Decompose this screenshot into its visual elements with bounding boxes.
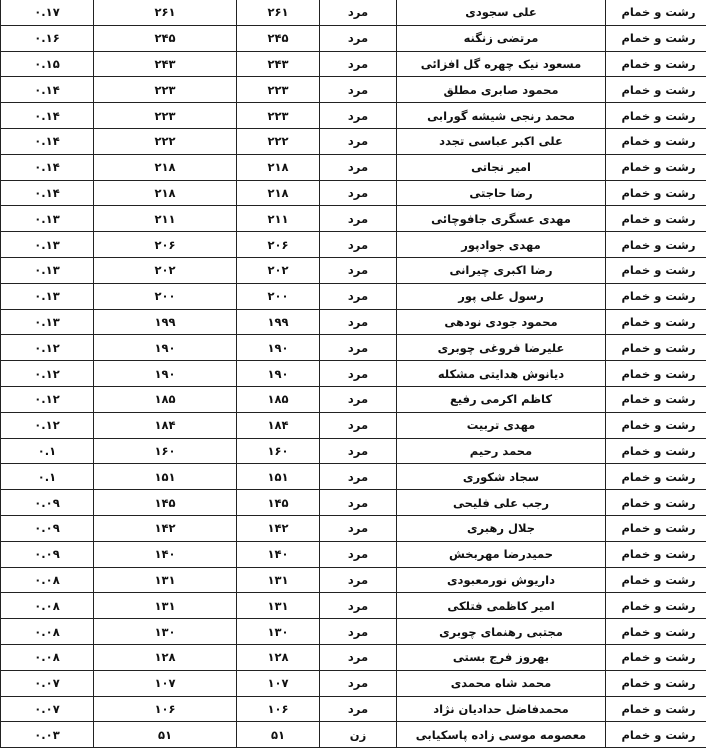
gender-cell: مرد bbox=[320, 644, 397, 670]
gender-cell: مرد bbox=[320, 567, 397, 593]
votes-cell: ۱۰۶ bbox=[237, 696, 320, 722]
district-cell: رشت و خمام bbox=[606, 335, 706, 361]
total-votes-cell: ۱۴۲ bbox=[94, 515, 237, 541]
votes-cell: ۲۶۱ bbox=[237, 0, 320, 25]
candidate-name-cell: بهروز فرج بستی bbox=[397, 644, 606, 670]
district-cell: رشت و خمام bbox=[606, 464, 706, 490]
candidate-name-cell: مجتبی رهنمای چوبری bbox=[397, 619, 606, 645]
vote-share-cell: ۰.۰۷ bbox=[1, 670, 94, 696]
table-row bbox=[1, 51, 706, 77]
district-cell: رشت و خمام bbox=[606, 77, 706, 103]
candidate-name-cell: سجاد شکوری bbox=[397, 464, 606, 490]
gender-cell: مرد bbox=[320, 464, 397, 490]
gender-cell: مرد bbox=[320, 438, 397, 464]
candidate-name-cell: محمد رنجی شیشه گورابی bbox=[397, 103, 606, 129]
total-votes-cell: ۱۹۹ bbox=[94, 309, 237, 335]
total-votes-cell: ۱۸۴ bbox=[94, 412, 237, 438]
vote-share-cell: ۰.۱۲ bbox=[1, 335, 94, 361]
total-votes-cell: ۱۴۰ bbox=[94, 541, 237, 567]
table-row bbox=[1, 567, 706, 593]
candidate-name-cell: کاظم اکرمی رفیع bbox=[397, 386, 606, 412]
district-cell: رشت و خمام bbox=[606, 25, 706, 51]
total-votes-cell: ۱۹۰ bbox=[94, 335, 237, 361]
total-votes-cell: ۱۲۸ bbox=[94, 644, 237, 670]
gender-cell: مرد bbox=[320, 593, 397, 619]
gender-cell: مرد bbox=[320, 154, 397, 180]
table-row bbox=[1, 386, 706, 412]
total-votes-cell: ۱۴۵ bbox=[94, 490, 237, 516]
vote-share-cell: ۰.۱۴ bbox=[1, 154, 94, 180]
gender-cell: مرد bbox=[320, 309, 397, 335]
gender-cell: مرد bbox=[320, 619, 397, 645]
results-table-body bbox=[1, 0, 706, 748]
total-votes-cell: ۲۰۰ bbox=[94, 283, 237, 309]
district-cell: رشت و خمام bbox=[606, 644, 706, 670]
table-row bbox=[1, 103, 706, 129]
district-cell: رشت و خمام bbox=[606, 619, 706, 645]
candidate-name-cell: علیرضا فروغی چوبری bbox=[397, 335, 606, 361]
total-votes-cell: ۲۱۱ bbox=[94, 206, 237, 232]
gender-cell: مرد bbox=[320, 515, 397, 541]
votes-cell: ۱۵۱ bbox=[237, 464, 320, 490]
votes-cell: ۱۳۱ bbox=[237, 567, 320, 593]
candidate-name-cell: امیر نجاتی bbox=[397, 154, 606, 180]
table-row bbox=[1, 722, 706, 748]
district-cell: رشت و خمام bbox=[606, 361, 706, 387]
district-cell: رشت و خمام bbox=[606, 438, 706, 464]
table-row bbox=[1, 515, 706, 541]
gender-cell: مرد bbox=[320, 25, 397, 51]
district-cell: رشت و خمام bbox=[606, 0, 706, 25]
vote-share-cell: ۰.۰۹ bbox=[1, 515, 94, 541]
district-cell: رشت و خمام bbox=[606, 232, 706, 258]
total-votes-cell: ۱۹۰ bbox=[94, 361, 237, 387]
votes-cell: ۲۲۲ bbox=[237, 128, 320, 154]
table-row bbox=[1, 154, 706, 180]
total-votes-cell: ۲۰۲ bbox=[94, 257, 237, 283]
table-row bbox=[1, 670, 706, 696]
district-cell: رشت و خمام bbox=[606, 490, 706, 516]
table-row bbox=[1, 180, 706, 206]
table-row bbox=[1, 257, 706, 283]
votes-cell: ۲۲۳ bbox=[237, 77, 320, 103]
district-cell: رشت و خمام bbox=[606, 51, 706, 77]
gender-cell: مرد bbox=[320, 361, 397, 387]
votes-cell: ۱۴۵ bbox=[237, 490, 320, 516]
district-cell: رشت و خمام bbox=[606, 257, 706, 283]
total-votes-cell: ۲۲۳ bbox=[94, 77, 237, 103]
table-row bbox=[1, 128, 706, 154]
total-votes-cell: ۱۳۱ bbox=[94, 567, 237, 593]
votes-cell: ۱۶۰ bbox=[237, 438, 320, 464]
district-cell: رشت و خمام bbox=[606, 696, 706, 722]
vote-share-cell: ۰.۱۳ bbox=[1, 232, 94, 258]
gender-cell: مرد bbox=[320, 490, 397, 516]
votes-cell: ۲۱۸ bbox=[237, 180, 320, 206]
district-cell: رشت و خمام bbox=[606, 283, 706, 309]
candidate-name-cell: جلال رهبری bbox=[397, 515, 606, 541]
vote-share-cell: ۰.۰۸ bbox=[1, 644, 94, 670]
vote-share-cell: ۰.۱۴ bbox=[1, 128, 94, 154]
gender-cell: زن bbox=[320, 722, 397, 748]
vote-share-cell: ۰.۱۴ bbox=[1, 180, 94, 206]
total-votes-cell: ۱۵۱ bbox=[94, 464, 237, 490]
vote-share-cell: ۰.۱ bbox=[1, 464, 94, 490]
total-votes-cell: ۲۲۳ bbox=[94, 103, 237, 129]
vote-share-cell: ۰.۰۳ bbox=[1, 722, 94, 748]
total-votes-cell: ۲۶۱ bbox=[94, 0, 237, 25]
table-row bbox=[1, 696, 706, 722]
table-row bbox=[1, 335, 706, 361]
votes-cell: ۲۴۵ bbox=[237, 25, 320, 51]
gender-cell: مرد bbox=[320, 0, 397, 25]
total-votes-cell: ۱۰۷ bbox=[94, 670, 237, 696]
district-cell: رشت و خمام bbox=[606, 103, 706, 129]
gender-cell: مرد bbox=[320, 257, 397, 283]
gender-cell: مرد bbox=[320, 128, 397, 154]
candidate-name-cell: علی اکبر عباسی تجدد bbox=[397, 128, 606, 154]
gender-cell: مرد bbox=[320, 51, 397, 77]
candidate-name-cell: مرتضی زنگنه bbox=[397, 25, 606, 51]
total-votes-cell: ۱۶۰ bbox=[94, 438, 237, 464]
votes-cell: ۲۰۶ bbox=[237, 232, 320, 258]
candidate-name-cell: امیر کاظمی فتلکی bbox=[397, 593, 606, 619]
candidate-name-cell: محمد شاه محمدی bbox=[397, 670, 606, 696]
vote-share-cell: ۰.۱۳ bbox=[1, 283, 94, 309]
candidate-name-cell: مهدی جوادپور bbox=[397, 232, 606, 258]
votes-cell: ۲۱۱ bbox=[237, 206, 320, 232]
table-row bbox=[1, 464, 706, 490]
gender-cell: مرد bbox=[320, 232, 397, 258]
district-cell: رشت و خمام bbox=[606, 154, 706, 180]
table-row bbox=[1, 25, 706, 51]
votes-cell: ۱۹۰ bbox=[237, 361, 320, 387]
votes-cell: ۱۸۴ bbox=[237, 412, 320, 438]
gender-cell: مرد bbox=[320, 283, 397, 309]
vote-share-cell: ۰.۱۲ bbox=[1, 361, 94, 387]
votes-cell: ۱۹۹ bbox=[237, 309, 320, 335]
vote-share-cell: ۰.۰۷ bbox=[1, 696, 94, 722]
vote-share-cell: ۰.۱۳ bbox=[1, 206, 94, 232]
votes-cell: ۱۰۷ bbox=[237, 670, 320, 696]
table-row bbox=[1, 0, 706, 25]
vote-share-cell: ۰.۱۴ bbox=[1, 77, 94, 103]
votes-cell: ۲۱۸ bbox=[237, 154, 320, 180]
votes-cell: ۵۱ bbox=[237, 722, 320, 748]
district-cell: رشت و خمام bbox=[606, 722, 706, 748]
candidate-name-cell: حمیدرضا مهربخش bbox=[397, 541, 606, 567]
vote-share-cell: ۰.۱۶ bbox=[1, 25, 94, 51]
candidate-name-cell: مسعود نیک چهره گل افزائی bbox=[397, 51, 606, 77]
table-row bbox=[1, 361, 706, 387]
votes-cell: ۱۹۰ bbox=[237, 335, 320, 361]
gender-cell: مرد bbox=[320, 180, 397, 206]
vote-share-cell: ۰.۱ bbox=[1, 438, 94, 464]
table-row bbox=[1, 412, 706, 438]
table-row bbox=[1, 593, 706, 619]
table-row bbox=[1, 206, 706, 232]
votes-cell: ۱۲۸ bbox=[237, 644, 320, 670]
vote-share-cell: ۰.۰۸ bbox=[1, 593, 94, 619]
district-cell: رشت و خمام bbox=[606, 128, 706, 154]
gender-cell: مرد bbox=[320, 206, 397, 232]
total-votes-cell: ۲۱۸ bbox=[94, 180, 237, 206]
total-votes-cell: ۲۴۵ bbox=[94, 25, 237, 51]
table-row bbox=[1, 644, 706, 670]
votes-cell: ۱۸۵ bbox=[237, 386, 320, 412]
table-row bbox=[1, 541, 706, 567]
district-cell: رشت و خمام bbox=[606, 180, 706, 206]
gender-cell: مرد bbox=[320, 412, 397, 438]
table-row bbox=[1, 77, 706, 103]
district-cell: رشت و خمام bbox=[606, 593, 706, 619]
total-votes-cell: ۱۳۰ bbox=[94, 619, 237, 645]
votes-cell: ۱۳۰ bbox=[237, 619, 320, 645]
vote-share-cell: ۰.۱۳ bbox=[1, 257, 94, 283]
candidate-name-cell: علی سجودی bbox=[397, 0, 606, 25]
total-votes-cell: ۱۳۱ bbox=[94, 593, 237, 619]
gender-cell: مرد bbox=[320, 335, 397, 361]
district-cell: رشت و خمام bbox=[606, 567, 706, 593]
total-votes-cell: ۱۸۵ bbox=[94, 386, 237, 412]
total-votes-cell: ۲۲۲ bbox=[94, 128, 237, 154]
votes-cell: ۱۳۱ bbox=[237, 593, 320, 619]
vote-share-cell: ۰.۱۵ bbox=[1, 51, 94, 77]
district-cell: رشت و خمام bbox=[606, 670, 706, 696]
table-row bbox=[1, 619, 706, 645]
gender-cell: مرد bbox=[320, 77, 397, 103]
votes-cell: ۱۴۲ bbox=[237, 515, 320, 541]
total-votes-cell: ۱۰۶ bbox=[94, 696, 237, 722]
candidate-name-cell: محمود صابری مطلق bbox=[397, 77, 606, 103]
gender-cell: مرد bbox=[320, 103, 397, 129]
vote-share-cell: ۰.۱۲ bbox=[1, 412, 94, 438]
candidate-name-cell: محمود جودی نودهی bbox=[397, 309, 606, 335]
table-row bbox=[1, 438, 706, 464]
district-cell: رشت و خمام bbox=[606, 206, 706, 232]
total-votes-cell: ۲۱۸ bbox=[94, 154, 237, 180]
gender-cell: مرد bbox=[320, 696, 397, 722]
candidate-name-cell: مهدی عسگری جافوچائی bbox=[397, 206, 606, 232]
table-row bbox=[1, 283, 706, 309]
votes-cell: ۲۰۲ bbox=[237, 257, 320, 283]
candidate-name-cell: داریوش نورمعبودی bbox=[397, 567, 606, 593]
candidate-name-cell: رجب علی فلیحی bbox=[397, 490, 606, 516]
table-row bbox=[1, 232, 706, 258]
candidate-name-cell: رضا اکبری چیرانی bbox=[397, 257, 606, 283]
candidate-name-cell: دیانوش هدایتی مشکله bbox=[397, 361, 606, 387]
district-cell: رشت و خمام bbox=[606, 541, 706, 567]
vote-share-cell: ۰.۱۲ bbox=[1, 386, 94, 412]
gender-cell: مرد bbox=[320, 386, 397, 412]
total-votes-cell: ۲۰۶ bbox=[94, 232, 237, 258]
vote-share-cell: ۰.۰۹ bbox=[1, 490, 94, 516]
table-row bbox=[1, 309, 706, 335]
district-cell: رشت و خمام bbox=[606, 309, 706, 335]
total-votes-cell: ۲۴۳ bbox=[94, 51, 237, 77]
votes-cell: ۲۰۰ bbox=[237, 283, 320, 309]
gender-cell: مرد bbox=[320, 541, 397, 567]
district-cell: رشت و خمام bbox=[606, 386, 706, 412]
candidate-name-cell: رضا حاجتی bbox=[397, 180, 606, 206]
candidate-name-cell: معصومه موسی زاده پاسکیابی bbox=[397, 722, 606, 748]
votes-cell: ۲۲۳ bbox=[237, 103, 320, 129]
vote-share-cell: ۰.۱۳ bbox=[1, 309, 94, 335]
candidate-name-cell: محمدفاضل حدادیان نژاد bbox=[397, 696, 606, 722]
district-cell: رشت و خمام bbox=[606, 515, 706, 541]
vote-share-cell: ۰.۰۸ bbox=[1, 567, 94, 593]
candidate-name-cell: مهدی تربیت bbox=[397, 412, 606, 438]
vote-share-cell: ۰.۰۸ bbox=[1, 619, 94, 645]
vote-share-cell: ۰.۰۹ bbox=[1, 541, 94, 567]
table-row bbox=[1, 490, 706, 516]
gender-cell: مرد bbox=[320, 670, 397, 696]
vote-share-cell: ۰.۱۷ bbox=[1, 0, 94, 25]
candidate-name-cell: محمد رحیم bbox=[397, 438, 606, 464]
votes-cell: ۲۴۳ bbox=[237, 51, 320, 77]
votes-cell: ۱۴۰ bbox=[237, 541, 320, 567]
total-votes-cell: ۵۱ bbox=[94, 722, 237, 748]
candidate-name-cell: رسول علی پور bbox=[397, 283, 606, 309]
vote-share-cell: ۰.۱۴ bbox=[1, 103, 94, 129]
district-cell: رشت و خمام bbox=[606, 412, 706, 438]
